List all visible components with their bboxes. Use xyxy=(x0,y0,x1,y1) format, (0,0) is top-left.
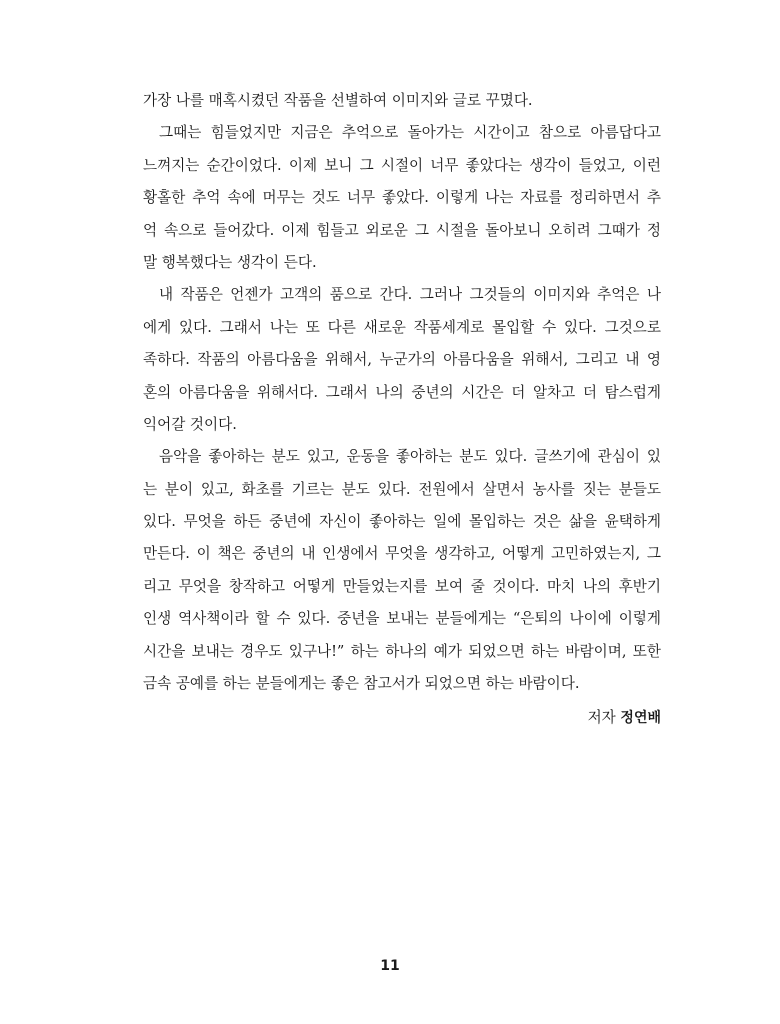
paragraph xyxy=(143,85,661,117)
text-line: 억 속으로 들어갔다. 이제 힘들고 외로운 그 시절을 돌아보니 오히려 그때가 정 xyxy=(143,221,661,239)
text-line: 말 행복했다는 생각이 든다. xyxy=(143,253,317,271)
text-line: 가장 나를 매혹시켰던 작품을 선별하여 이미지와 글로 꾸몄다. xyxy=(143,92,533,109)
page-body xyxy=(143,85,661,700)
text-line: 혼의 아름다움을 위해서다. 그래서 나의 중년의 시간은 더 알차고 더 탐스럽게 xyxy=(143,383,661,401)
text-line: 내 작품은 언젠가 고객의 품으로 간다. 그러나 그것들의 이미지와 추억은 나 xyxy=(159,286,661,304)
text-line: 는 분이 있고, 화초를 기르는 분도 있다. 전원에서 살면서 농사를 짓는 분들도 xyxy=(143,480,661,498)
text-line: 음악을 좋아하는 분도 있고, 운동을 좋아하는 분도 있다. 글쓰기에 관심이 있 xyxy=(159,448,661,466)
author-name: 정연배 xyxy=(620,710,661,726)
text-line: 그때는 힘들었지만 지금은 추억으로 돌아가는 시간이고 참으로 아름답다고 xyxy=(159,124,661,142)
text-line: 인생 역사책이라 할 수 있다. 중년을 보내는 분들에게는 “은퇴의 나이에 이렇게 xyxy=(143,610,661,628)
paragraph xyxy=(143,279,661,441)
text-line: 황홀한 추억 속에 머무는 것도 너무 좋았다. 이렇게 나는 자료를 정리하면서 추 xyxy=(143,189,661,207)
text-line: 에게 있다. 그래서 나는 또 다른 새로운 작품세계로 몰입할 수 있다. 그것으로 xyxy=(143,318,661,336)
text-line: 익어갈 것이다. xyxy=(143,415,237,433)
paragraph xyxy=(143,117,661,279)
text-line: 족하다. 작품의 아름다움을 위해서, 누군가의 아름다움을 위해서, 그리고 내 영 xyxy=(143,351,661,369)
text-line: 금속 공예를 하는 분들에게는 좋은 참고서가 되었으면 하는 바람이다. xyxy=(143,675,580,693)
text-line: 느껴지는 순간이었다. 이제 보니 그 시절이 너무 좋았다는 생각이 들었고, 이런 xyxy=(143,156,661,174)
text-line: 있다. 무엇을 하든 중년에 자신이 좋아하는 일에 몰입하는 것은 삶을 윤택하게 xyxy=(143,513,661,531)
text-line: 리고 무엇을 창작하고 어떻게 만들었는지를 보여 줄 것이다. 마치 나의 후반기 xyxy=(143,577,661,595)
author-signature xyxy=(588,706,661,730)
author-label: 저자 xyxy=(587,709,616,726)
text-line: 만든다. 이 책은 중년의 내 인생에서 무엇을 생각하고, 어떻게 고민하였는지, 그 xyxy=(143,545,661,563)
text-line: 시간을 보내는 경우도 있구나!” 하는 하나의 예가 되었으면 하는 바람이며, 또한 xyxy=(143,642,661,660)
paragraph xyxy=(143,441,661,700)
page-number: 11 xyxy=(380,958,400,974)
